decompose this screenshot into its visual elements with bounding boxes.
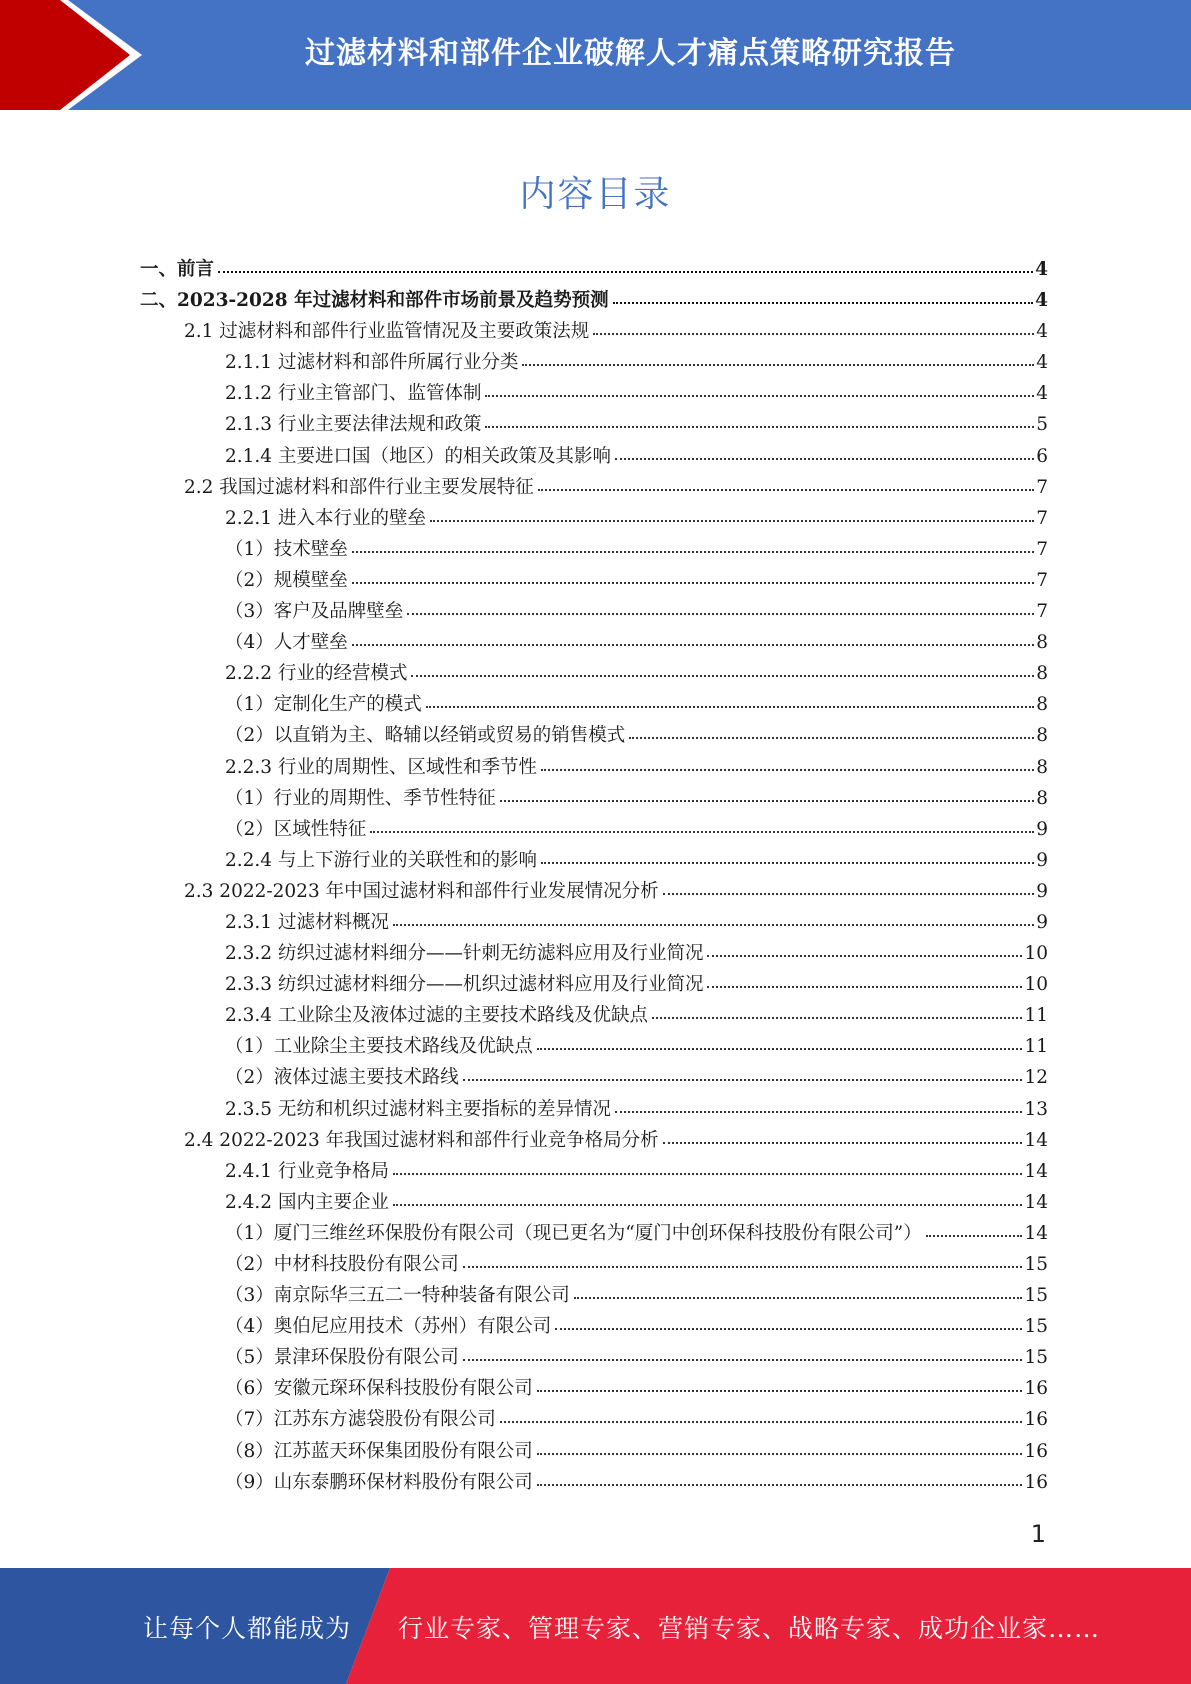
toc-entry[interactable] (140, 565, 1048, 596)
report-title (150, 28, 1161, 72)
toc-page-number: 9 (1036, 818, 1048, 840)
page-number: 1 (1030, 1520, 1046, 1548)
toc-entry-text: （1）技术壁垒 (225, 538, 348, 560)
toc-leader-dots (537, 1468, 1023, 1488)
toc-entry-text: 一、前言 (140, 259, 215, 280)
toc-entry[interactable] (140, 1156, 1048, 1187)
toc-entry[interactable] (140, 409, 1048, 440)
toc-page-number: 14 (1024, 1191, 1048, 1213)
toc-page-number: 4 (1036, 352, 1048, 374)
toc-entry-text: 2.1 过滤材料和部件行业监管情况及主要政策法规 (184, 321, 590, 343)
toc-leader-dots (541, 753, 1034, 773)
toc-entry-text: （1）定制化生产的模式 (225, 694, 422, 716)
toc-entry[interactable] (140, 347, 1048, 378)
toc-page-number: 7 (1036, 538, 1048, 560)
toc-entry[interactable] (140, 658, 1048, 689)
toc-leader-dots (555, 1312, 1022, 1332)
toc-page-number: 15 (1024, 1285, 1048, 1307)
toc-entry-text: 2.3 2022-2023 年中国过滤材料和部件行业发展情况分析 (184, 880, 659, 902)
toc-leader-dots (393, 1157, 1022, 1177)
toc-leader-dots (652, 1001, 1022, 1021)
toc-leader-dots (926, 1219, 1023, 1239)
toc-page-number: 6 (1036, 445, 1048, 467)
report-title-text: 过滤材料和部件企业破解人才痛点策略研究报告 (305, 36, 956, 71)
footer-slogan-right: 行业专家、管理专家、营销专家、战略专家、成功企业家…… (398, 1614, 1101, 1643)
toc-entry[interactable] (140, 378, 1048, 409)
toc-leader-dots (352, 628, 1034, 648)
toc-page-number: 14 (1024, 1129, 1048, 1151)
toc-entry-text: （1）工业除尘主要技术路线及优缺点 (225, 1036, 533, 1058)
toc-leader-dots (593, 317, 1034, 337)
toc-page-number: 4 (1035, 259, 1048, 280)
toc-entry-text: （9）山东泰鹏环保材料股份有限公司 (225, 1471, 533, 1493)
toc-entry-text: （5）景津环保股份有限公司 (225, 1347, 459, 1369)
toc-entry[interactable] (140, 814, 1048, 845)
toc-entry[interactable] (140, 285, 1048, 316)
toc-leader-dots (707, 939, 1022, 959)
toc-page-number: 16 (1024, 1440, 1048, 1462)
toc-leader-dots (463, 1063, 1023, 1083)
toc-page-number: 4 (1035, 290, 1048, 312)
toc-page-number: 8 (1036, 663, 1048, 685)
toc-entry-text: 2.3.2 纺织过滤材料细分——针刺无纺滤料应用及行业简况 (225, 943, 704, 965)
toc-entry-text: （8）江苏蓝天环保集团股份有限公司 (225, 1440, 533, 1462)
toc-page-number: 7 (1036, 601, 1048, 623)
toc-page-number: 8 (1036, 632, 1048, 654)
toc-entry[interactable] (140, 752, 1048, 783)
toc-leader-dots (613, 286, 1034, 306)
toc-page-number: 8 (1036, 694, 1048, 716)
toc-leader-dots (393, 908, 1034, 928)
toc-entry[interactable] (140, 720, 1048, 751)
toc-entry-text: 2.4.1 行业竞争格局 (225, 1160, 389, 1182)
toc-entry[interactable] (140, 1218, 1048, 1249)
toc-entry-text: （3）南京际华三五二一特种装备有限公司 (225, 1285, 570, 1307)
toc-entry[interactable] (140, 1467, 1048, 1498)
toc-leader-dots (707, 970, 1022, 990)
toc-leader-dots (500, 1405, 1023, 1425)
toc-entry[interactable] (140, 472, 1048, 503)
toc-leader-dots (370, 815, 1034, 835)
toc-entry[interactable] (140, 1187, 1048, 1218)
toc-entry[interactable] (140, 1094, 1048, 1125)
toc-entry[interactable] (140, 1311, 1048, 1342)
toc-page-number: 14 (1024, 1222, 1048, 1244)
toc-page-number: 13 (1024, 1098, 1048, 1120)
toc-entry-text: 2.2.4 与上下游行业的关联性和的影响 (225, 849, 537, 871)
toc-entry[interactable] (140, 596, 1048, 627)
toc-leader-dots (352, 566, 1034, 586)
toc-entry[interactable] (140, 938, 1048, 969)
toc-entry[interactable] (140, 1436, 1048, 1467)
toc-leader-dots (615, 442, 1034, 462)
toc-page-number: 9 (1036, 911, 1048, 933)
toc-page-number: 5 (1036, 414, 1048, 436)
toc-entry-text: （1）行业的周期性、季节性特征 (225, 787, 496, 809)
toc-page-number: 9 (1036, 849, 1048, 871)
toc-leader-dots (218, 255, 1033, 275)
toc-leader-dots (541, 846, 1034, 866)
toc-page-number: 7 (1036, 507, 1048, 529)
toc-entry[interactable] (140, 689, 1048, 720)
toc-leader-dots (538, 473, 1034, 493)
toc-entry[interactable] (140, 503, 1048, 534)
toc-page-number: 8 (1036, 756, 1048, 778)
toc-leader-dots (463, 1250, 1023, 1270)
toc-leader-dots (463, 1343, 1023, 1363)
toc-page-number: 14 (1024, 1160, 1048, 1182)
toc-page-number: 15 (1024, 1347, 1048, 1369)
toc-page-number: 11 (1024, 1036, 1048, 1058)
toc-leader-dots (629, 721, 1034, 741)
toc-entry[interactable] (140, 1031, 1048, 1062)
toc-entry-text: （1）厦门三维丝环保股份有限公司（现已更名为“厦门中创环保科技股份有限公司”） (225, 1222, 922, 1244)
toc-entry-text: （2）规模壁垒 (225, 569, 348, 591)
toc-entry-text: 2.2.1 进入本行业的壁垒 (225, 507, 426, 529)
toc-page-number: 15 (1024, 1254, 1048, 1275)
toc-entry-text: 2.1.1 过滤材料和部件所属行业分类 (225, 352, 519, 374)
toc-leader-dots (426, 690, 1034, 710)
toc-entry-text: （2）中材科技股份有限公司 (225, 1254, 459, 1275)
toc-entry[interactable] (140, 1000, 1048, 1031)
toc-entry[interactable] (140, 254, 1048, 285)
toc-entry-text: 2.4 2022-2023 年我国过滤材料和部件行业竞争格局分析 (184, 1129, 659, 1151)
toc-page-number: 12 (1024, 1067, 1048, 1089)
toc-entry[interactable] (140, 876, 1048, 907)
toc-page-number: 8 (1036, 787, 1048, 809)
toc-entry[interactable] (140, 441, 1048, 472)
toc-entry[interactable] (140, 534, 1048, 565)
toc-leader-dots (411, 659, 1034, 679)
toc-entry-text: 2.1.2 行业主管部门、监管体制 (225, 383, 482, 405)
toc-entry-text: 2.1.3 行业主要法律法规和政策 (225, 414, 482, 436)
toc-entry[interactable] (140, 783, 1048, 814)
toc-entry-text: 2.3.1 过滤材料概况 (225, 911, 389, 933)
toc-page-number: 9 (1036, 880, 1048, 902)
toc-leader-dots (574, 1281, 1023, 1301)
toc-entry-text: （2）区域性特征 (225, 818, 367, 840)
toc-leader-dots (537, 1437, 1023, 1457)
toc-entry[interactable] (140, 845, 1048, 876)
toc-entry-text: （4）奥伯尼应用技术（苏州）有限公司 (225, 1316, 552, 1338)
toc-page-number: 16 (1024, 1471, 1048, 1493)
footer-banner (0, 1568, 1191, 1684)
toc-leader-dots (500, 784, 1034, 804)
toc-entry-text: 2.1.4 主要进口国（地区）的相关政策及其影响 (225, 445, 611, 467)
toc-entry[interactable] (140, 969, 1048, 1000)
toc-entry[interactable] (140, 907, 1048, 938)
toc-entry-text: （7）江苏东方滤袋股份有限公司 (225, 1409, 496, 1431)
footer-slogan-left: 让每个人都能成为 (143, 1614, 352, 1643)
toc-leader-dots (485, 410, 1034, 430)
toc-leader-dots (663, 877, 1035, 897)
toc-entry-text: （3）客户及品牌壁垒 (225, 601, 404, 623)
toc-entry-text: （2）以直销为主、略辅以经销或贸易的销售模式 (225, 725, 626, 747)
toc-page-number: 10 (1024, 974, 1048, 996)
toc-heading: 内容目录 (519, 174, 672, 215)
toc-leader-dots (537, 1032, 1023, 1052)
toc-entry[interactable] (140, 1249, 1048, 1280)
toc-page-number: 15 (1024, 1316, 1048, 1338)
toc-leader-dots (485, 379, 1034, 399)
toc-entry[interactable] (140, 627, 1048, 658)
toc-entry-text: （2）液体过滤主要技术路线 (225, 1067, 459, 1089)
toc-entry-text: （6）安徽元琛环保科技股份有限公司 (225, 1378, 533, 1400)
toc-entry[interactable] (140, 1280, 1048, 1311)
toc-leader-dots (352, 535, 1034, 555)
toc-page-number: 16 (1024, 1378, 1048, 1400)
toc-entry-text: 2.3.5 无纺和机织过滤材料主要指标的差异情况 (225, 1098, 611, 1120)
toc-entry[interactable] (140, 1373, 1048, 1404)
toc-entry[interactable] (140, 1342, 1048, 1373)
table-of-contents (140, 254, 1048, 1498)
toc-entry-text: （4）人才壁垒 (225, 632, 348, 654)
toc-leader-dots (430, 504, 1034, 524)
toc-leader-dots (537, 1374, 1023, 1394)
toc-entry-text: 2.3.3 纺织过滤材料细分——机织过滤材料应用及行业简况 (225, 974, 704, 996)
toc-entry[interactable] (140, 1062, 1048, 1093)
toc-page-number: 8 (1036, 725, 1048, 747)
toc-entry-text: 2.2.2 行业的经营模式 (225, 663, 408, 685)
toc-leader-dots (393, 1188, 1022, 1208)
toc-leader-dots (522, 348, 1034, 368)
toc-leader-dots (663, 1126, 1023, 1146)
toc-page-number: 16 (1024, 1409, 1048, 1431)
toc-page-number: 11 (1024, 1005, 1048, 1027)
toc-page-number: 7 (1036, 569, 1048, 591)
toc-page-number: 4 (1036, 321, 1048, 343)
header-banner (0, 0, 1191, 110)
toc-entry[interactable] (140, 316, 1048, 347)
toc-entry[interactable] (140, 1404, 1048, 1435)
toc-leader-dots (407, 597, 1034, 617)
toc-entry-text: 2.4.2 国内主要企业 (225, 1191, 389, 1213)
toc-leader-dots (615, 1095, 1022, 1115)
toc-page-number: 7 (1036, 476, 1048, 498)
toc-entry[interactable] (140, 1125, 1048, 1156)
toc-entry-text: 2.2 我国过滤材料和部件行业主要发展特征 (184, 476, 534, 498)
toc-entry-text: 二、2023-2028 年过滤材料和部件市场前景及趋势预测 (140, 290, 609, 312)
toc-page-number: 10 (1024, 943, 1048, 965)
toc-entry-text: 2.3.4 工业除尘及液体过滤的主要技术路线及优缺点 (225, 1005, 648, 1027)
toc-entry-text: 2.2.3 行业的周期性、区域性和季节性 (225, 756, 537, 778)
toc-page-number: 4 (1036, 383, 1048, 405)
